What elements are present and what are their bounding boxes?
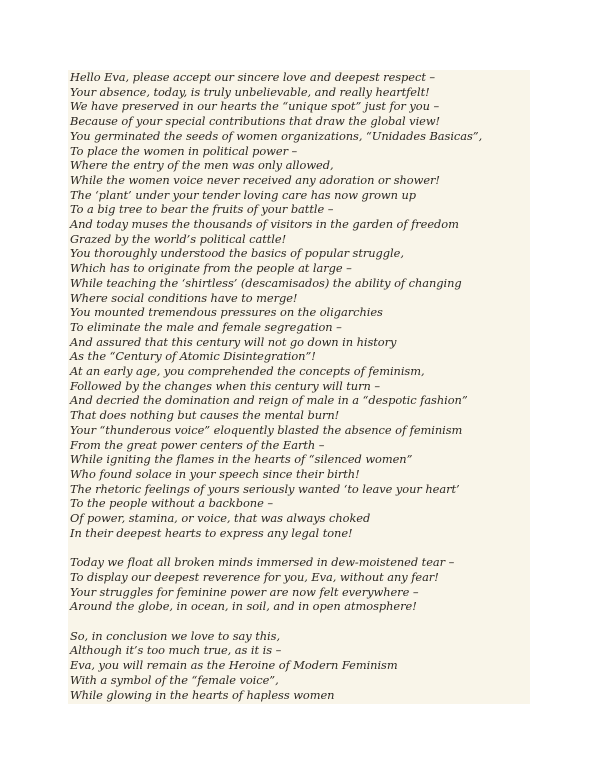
poem-line: While teaching the ‘shirtless’ (descamisados) the ability of changing bbox=[70, 275, 462, 290]
poem-line: We have preserved in our hearts the “unique spot” just for you – bbox=[70, 99, 440, 114]
poem-line: To a big tree to bear the fruits of your battle – bbox=[70, 202, 334, 217]
poem-line: Of power, stamina, or voice, that was always choked bbox=[70, 511, 371, 526]
poem-line: Where social conditions have to merge! bbox=[70, 290, 298, 305]
poem-line: Where the entry of the men was only allowed, bbox=[70, 158, 334, 173]
poem-line: Who found solace in your speech since their birth! bbox=[70, 466, 360, 481]
poem-line: So, in conclusion we love to say this, bbox=[70, 628, 281, 643]
poem-line: With a symbol of the “female voice”, bbox=[70, 672, 279, 687]
poem-line: In their deepest hearts to express any legal tone! bbox=[70, 525, 353, 540]
poem-line: As the “Century of Atomic Disintegration”! bbox=[70, 349, 316, 364]
poem-line: To place the women in political power – bbox=[70, 143, 298, 158]
poem-stanza bbox=[70, 70, 530, 541]
poem-line: Today we float all broken minds immersed in dew-moistened tear – bbox=[70, 555, 455, 570]
poem-line: From the great power centers of the Earth – bbox=[70, 437, 325, 452]
poem-line: The rhetoric feelings of yours seriously wanted ‘to leave your heart’ bbox=[70, 481, 460, 496]
poem-line: Hello Eva, please accept our sincere love and deepest respect – bbox=[70, 70, 436, 84]
poem-line: To display our deepest reverence for you, Eva, without any fear! bbox=[70, 569, 439, 584]
poem-line: While glowing in the hearts of hapless women bbox=[70, 687, 335, 702]
poem-line: Around the globe, in ocean, in soil, and in open atmosphere! bbox=[70, 599, 417, 614]
poem-line: You thoroughly understood the basics of popular struggle, bbox=[70, 246, 404, 261]
poem-line: Followed by the changes when this century will turn – bbox=[70, 378, 380, 393]
poem-line: The ‘plant’ under your tender loving care has now grown up bbox=[70, 187, 417, 202]
poem-stanza bbox=[70, 629, 530, 703]
poem-line: Grazed by the world’s political cattle! bbox=[70, 231, 287, 246]
poem-line: To the people without a backbone – bbox=[70, 496, 273, 511]
poem-line: Your struggles for feminine power are now felt everywhere – bbox=[70, 584, 419, 599]
poem-line: You germinated the seeds of women organizations, “Unidades Basicas”, bbox=[70, 128, 483, 143]
poem-line: Which has to originate from the people at large – bbox=[70, 261, 352, 276]
poem-line: You mounted tremendous pressures on the oligarchies bbox=[70, 305, 383, 320]
poem-line: Your “thunderous voice” eloquently blasted the absence of feminism bbox=[70, 422, 463, 437]
poem-line: To eliminate the male and female segregation – bbox=[70, 319, 342, 334]
poem-line: Your absence, today, is truly unbelievable, and really heartfelt! bbox=[70, 84, 430, 99]
poem-line: And assured that this century will not go down in history bbox=[70, 334, 397, 349]
poem-line: While igniting the flames in the hearts of “silenced women” bbox=[70, 452, 413, 467]
poem-line: And decried the domination and reign of male in a “despotic fashion” bbox=[70, 393, 468, 408]
poem-line: Although it’s too much true, as it is – bbox=[70, 643, 282, 658]
poem-line: Because of your special contributions that draw the global view! bbox=[70, 114, 441, 129]
poem-line: Eva, you will remain as the Heroine of Modern Feminism bbox=[70, 658, 398, 673]
poem-line: And today muses the thousands of visitors in the garden of freedom bbox=[70, 217, 459, 232]
poem-line: While the women voice never received any adoration or shower! bbox=[70, 172, 440, 187]
poem-stanza bbox=[70, 555, 530, 614]
poem-text-block bbox=[68, 70, 530, 704]
poem-line: That does nothing but causes the mental burn! bbox=[70, 408, 340, 423]
poem-line: At an early age, you comprehended the concepts of feminism, bbox=[70, 364, 425, 379]
